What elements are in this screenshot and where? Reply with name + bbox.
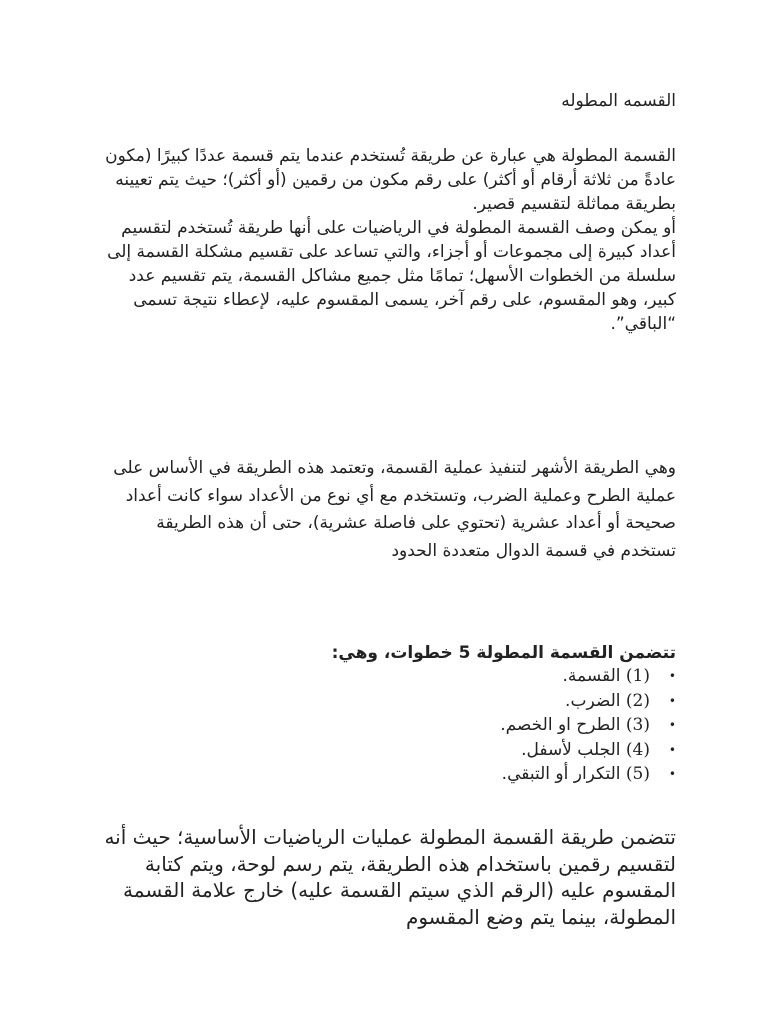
- intro-paragraph-1: القسمة المطولة هي عبارة عن طريقة تُستخدم عندما يتم قسمة عددًا كبيرًا (مكون عادةً من ثلاثة أرقام أو أكثر) على رقم مكون من رقمين (أو أكثر)؛ حيث يتم تعيينه بطريقة مماثلة لتقسيم قصير.: [105, 146, 676, 214]
- step-item: [96, 738, 676, 763]
- step-number: (2): [625, 690, 650, 711]
- steps-heading: تتضمن القسمة المطولة 5 خطوات، وهي:: [331, 643, 676, 663]
- step-number: (4): [625, 739, 650, 760]
- document-title: القسمه المطوله: [561, 91, 676, 111]
- step-text: الضرب.: [565, 690, 621, 711]
- closing-paragraph: تتضمن طريقة القسمة المطولة عمليات الرياضيات الأساسية؛ حيث أنه لتقسيم رقمين باستخدام هذه الطريقة، يتم رسم لوحة، ويتم كتابة المقسوم عليه (الرقم الذي سيتم القسمة عليه) خارج علامة القسمة المطولة، بينما يتم وضع المقسوم: [104, 825, 676, 929]
- step-text: الجلب لأسفل.: [521, 739, 621, 760]
- intro-section: [96, 144, 676, 336]
- step-number: (5): [625, 764, 650, 785]
- step-text: القسمة.: [562, 666, 621, 686]
- method-paragraph: وهي الطريقة الأشهر لتنفيذ عملية القسمة، وتعتمد هذه الطريقة في الأساس على عملية الطرح وعملية الضرب، وتستخدم مع أي نوع من الأعداد سواء كانت أعداد صحيحة أو أعداد عشرية (تحتوي على فاصلة عشرية)، حتى أن هذه الطريقة تستخدم في قسمة الدوال متعددة الحدود: [113, 458, 676, 561]
- bullet-icon: •: [668, 693, 676, 708]
- bullet-icon: •: [668, 767, 676, 782]
- step-text: الطرح او الخصم.: [500, 715, 621, 736]
- steps-list: [96, 664, 676, 787]
- bullet-icon: •: [668, 718, 676, 733]
- step-number: (3): [625, 715, 650, 736]
- intro-paragraph-2: أو يمكن وصف القسمة المطولة في الرياضيات على أنها طريقة تُستخدم لتقسيم أعداد كبيرة إلى مجموعات أو أجزاء، والتي تساعد على تقسيم مشكلة القسمة إلى سلسلة من الخطوات الأسهل؛ تمامًا مثل جميع مشاكل القسمة، يتم تقسيم عدد كبير، وهو المقسوم، على رقم آخر، يسمى المقسوم عليه، لإعطاء نتيجة تسمى “الباقي”.: [107, 218, 676, 334]
- step-item: [96, 713, 676, 738]
- bullet-icon: •: [668, 669, 676, 683]
- step-number: (1): [625, 666, 650, 686]
- step-item: [96, 664, 676, 689]
- step-item: [96, 689, 676, 714]
- step-item: [96, 762, 676, 787]
- bullet-icon: •: [668, 742, 676, 757]
- step-text: التكرار أو التبقي.: [501, 764, 621, 785]
